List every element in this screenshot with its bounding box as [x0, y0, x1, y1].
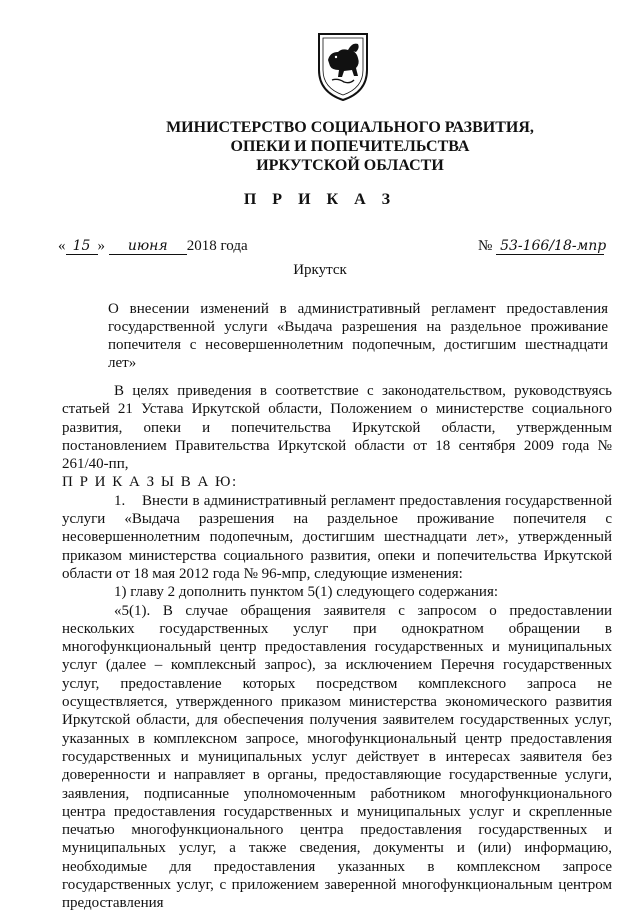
item-text: Внести в административный регламент предоставления государственной услуги «Выдача разрешения на раздельное проживание попечителя с несовершеннолетним подопечным, достигшим шестнадцати лет», утвержденный приказом министерства социального развития, опеки и попечительства Иркутской области от 18 мая 2012 года № 96-мпр, следующие изменения:: [62, 492, 612, 582]
subitem-paragraph: 1) главу 2 дополнить пунктом 5(1) следующего содержания:: [114, 584, 499, 601]
order-word: П Р И К А З Ы В А Ю:: [62, 474, 238, 491]
order-subject: О внесении изменений в административный регламент предоставления государственной услуги «Выдача разрешения на раздельное проживание попечителя с несовершеннолетним подопечным, достигшим шестнадцати лет»: [108, 301, 608, 371]
document-type-title: П Р И К А З: [243, 191, 397, 208]
quoted-paragraph: «5(1). В случае обращения заявителя с запросом о предоставлении нескольких государственных услуг при однократном обращении в многофункциональный центр предоставления государственных и муниципальных услуг (далее – комплексный запрос), за исключением Перечня государственных услуг, предоставление которых посредством комплексного запроса не осуществляется, утвержденного приказом министерства экономического развития Иркутской области, для обеспечения получения заявителем государственных услуг, указанных в комплексном запросе, многофункциональный центр предоставления государственных и муниципальных услуг действует в интересах заявителя без доверенности и направляет в органы, предоставляющие государственные услуги, заявления, подписанные уполномоченным работником многофункционального центра предоставления государственных и муниципальных услуг и скрепленные печатью многофункционального центра предоставления государственных и муниципальных услуг, а также сведения, документы и (или) информацию, необходимые для предоставления указанных в комплексном запросе государственных услуг, с приложением заверенной многофункциональным центром предоставления: [62, 602, 612, 912]
item-number: 1.: [114, 492, 126, 509]
ministry-line: ИРКУТСКОЙ ОБЛАСТИ: [256, 157, 444, 174]
date-year: 2018 года: [186, 238, 248, 254]
number-handwritten: 53-166/18-мпр: [496, 239, 604, 255]
order-date: [58, 238, 248, 255]
ministry-line: МИНИСТЕРСТВО СОЦИАЛЬНОГО РАЗВИТИЯ,: [166, 119, 534, 136]
item-paragraph: [62, 492, 612, 583]
preamble-paragraph: В целях приведения в соответствие с законодательством, руководствуясь статьей 21 Устава Иркутской области, Положением о министерстве социального развития, опеки и попечительства Иркутской области, утвержденным постановлением Правительства Иркутской области от 18 сентября 2009 года № 261/40-пп,: [62, 383, 612, 473]
ministry-line: ОПЕКИ И ПОПЕЧИТЕЛЬСТВА: [230, 138, 470, 155]
order-number: [478, 238, 607, 255]
date-close-quote: »: [97, 238, 105, 254]
city-name: Иркутск: [293, 262, 347, 278]
date-month-handwritten: июня: [109, 239, 187, 255]
order-body: [62, 382, 612, 913]
coat-of-arms-emblem: [314, 30, 372, 102]
date-day-handwritten: 15: [66, 239, 98, 255]
number-prefix: №: [478, 238, 493, 254]
ministry-name: [150, 118, 550, 175]
date-open-quote: «: [58, 238, 66, 254]
